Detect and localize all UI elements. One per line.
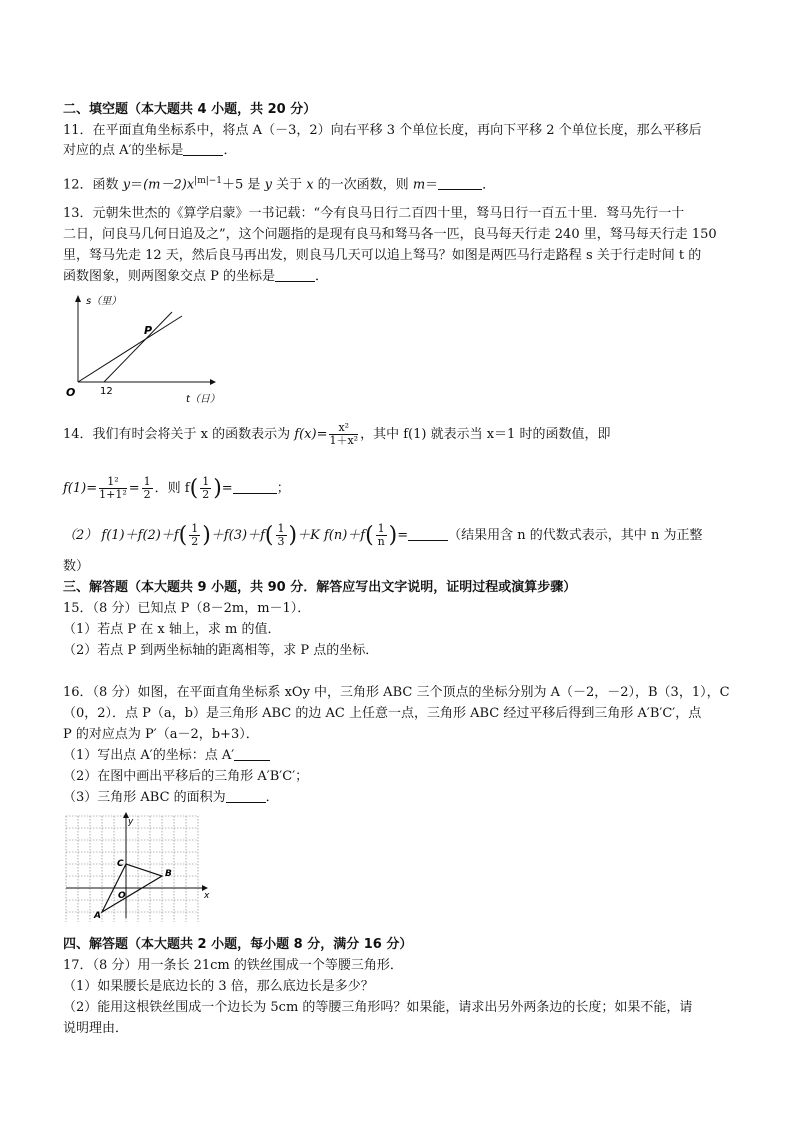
q14-frac-c-den: 2 [202,488,210,501]
q14-sum-b: ＋f(3)＋f [210,528,265,543]
q17-line2: （1）如果腰长是底边长的 3 倍，那么底边长是多少？ [63,979,374,994]
q14-frac-b [142,476,153,501]
q13-y-arrow [75,295,81,302]
q14-answer-blank-1[interactable] [233,479,277,494]
q14-frac-c [200,476,211,501]
q13-x-arrow [210,379,216,385]
q12-m: m [412,177,426,193]
q12-eq: ＝ [130,177,144,193]
section4-heading: 四、解答题（本大题共 2 小题，每小题 8 分，满分 16 分） [63,937,413,952]
q14-fraction [329,422,358,447]
q13-point: P [144,324,153,337]
q14-sum-frac-c [376,523,387,548]
q12-y: y [122,177,131,193]
q11-answer-blank[interactable] [183,141,223,156]
q12-eq2: ＝ [425,177,439,193]
q14-sum-frac-a-num: 1 [191,522,199,535]
q13-line4 [63,267,328,286]
q12-x: x [186,177,195,193]
q12-prefix: 12．函数 [63,177,123,193]
q14-frac-den: 1＋x² [329,434,359,447]
q12-answer-blank[interactable] [438,175,482,190]
section3-heading: 三、解答题（本大题共 9 小题，共 90 分．解答应写出文字说明，证明过程或演算步骤） [63,580,577,595]
q16-label-o: O [118,891,126,901]
q12-plus: ＋5 是 [222,177,265,193]
q14-sum-c: ＋K f(n)＋f [297,528,366,543]
q14-sum-frac-b-num: 1 [277,522,285,535]
q16-answer-blank-1[interactable] [234,746,270,761]
q16-line4 [63,746,270,765]
q14-sum-frac-c-num: 1 [377,522,385,535]
q14-sum-frac-a-den: 2 [191,535,199,548]
q16-q1-text: （1）写出点 A′的坐标：点 A′ [63,748,235,763]
q12-exponent: |m|−1 [194,176,223,186]
q16-grid-lines [66,816,198,922]
q14-sum-frac-a [189,523,200,548]
q14-sum-paren2-open: ( [264,523,274,548]
q14-frac-b-den: 2 [143,488,151,501]
q16-line3: P 的对应点为 P′（a－2，b+3）． [63,727,259,742]
q14-sum-paren1-open: ( [178,523,188,548]
q13-text: 函数图象，则两图象交点 P 的坐标是 [63,269,276,284]
q14-eq: = [128,481,140,496]
q13-line1: 13．元朝朱世杰的《算学启蒙》一书记载：“今有良马日行二百四十里，驽马日行一百五十里．驽马先行一十 [63,206,685,221]
q13-graph [60,290,220,405]
q14-sum-frac-b [276,523,287,548]
q14-line1 [63,422,610,447]
section2-heading: 二、填空题（本大题共 4 小题，共 20 分） [63,102,317,117]
q11-line2 [63,141,237,160]
q14-paren-close: ) [213,476,222,501]
q14-paren-open: ( [189,476,199,501]
q15-line2: （1）若点 P 在 x 轴上，求 m 的值． [63,622,281,637]
q11-line1: 11．在平面直角坐标系中，将点 A（－3，2）向右平移 3 个单位长度，再向下平移 2 个单位长度，那么平移后 [63,123,702,138]
q15-line3: （2）若点 P 到两坐标轴的距离相等，求 P 点的坐标． [63,643,379,658]
q16-q3-text: （3）三角形 ABC 的面积为 [63,790,226,805]
q14-answer-blank-2[interactable] [408,526,448,541]
q16-label-a: A [94,911,101,921]
q12-coef: (m－2) [143,177,187,193]
q14-sum-a: （2） f(1)＋f(2)＋f [63,528,179,543]
q14-sum-frac-b-den: 3 [277,535,285,548]
q13-line3: 里，驽马先走 12 天，然后良马再出发，则良马几天可以追上驽马？如图是两匹马行走路程 s 关于行走时间 t 的 [63,248,702,263]
q14-line2 [63,476,290,501]
q14-line3 [63,523,702,548]
q14-desc: ，其中 f(1) 就表示当 x＝1 时的函数值，即 [360,427,611,442]
q14-sum-paren3-close: ) [388,523,398,548]
q13-tick: 12 [100,386,113,397]
q11-end: ． [223,143,237,158]
q12-line [63,172,495,194]
q17-line1: 17．（8 分）用一条长 21cm 的铁丝围成一个等腰三角形． [63,958,403,973]
q14-fx: f(x)= [294,427,328,442]
q14-sum-eq: = [397,528,409,543]
q12-about: 关于 [271,177,307,193]
q14-frac-c-num: 1 [202,475,210,488]
q14-line2-end: ； [276,481,290,496]
q12-end: ． [482,177,496,193]
q16-q3-end: ． [265,790,279,805]
q14-f1: f(1)= [63,481,98,496]
q14-sum-frac-c-den: n [377,535,385,548]
q14-frac-a-num: 1² [99,476,127,489]
q16-x-label: x [204,891,210,901]
q14-frac-a-den: 1+1² [99,488,127,501]
q16-line6 [63,788,279,807]
q16-line1: 16．（8 分）如图，在平面直角坐标系 xOy 中，三角形 ABC 三个顶点的坐标分别为 A（－2，－2），B（3，1），C [63,685,730,700]
q14-line4: 数） [63,559,90,574]
q14-then: ．则 f [154,481,190,496]
q13-end: ． [315,269,329,284]
q12-y2: y [264,177,272,193]
q14-frac-b-num: 1 [143,475,151,488]
q13-origin: O [66,386,76,399]
q16-answer-blank-2[interactable] [226,788,266,803]
q12-x2: x [306,177,314,193]
q14-intro: 14．我们有时会将关于 x 的函数表示为 [63,427,295,442]
q14-sum-paren1-close: ) [202,523,211,548]
q13-line-slow [78,316,182,382]
q13-line2: 二日，问良马几何日追及之”，这个问题指的是现有良马和驽马各一匹，良马每天行走 240 里，驽马每天行走 150 [63,227,717,242]
q14-eq2: = [221,481,233,496]
q12-linear: 的一次函数，则 [313,177,413,193]
q14-sum-paren3-open: ( [365,523,374,548]
q13-y-label: s（里） [86,296,122,307]
q16-line2: （0，2）．点 P（a，b）是三角形 ABC 的边 AC 上任意一点，三角形 ABC 经过平移后得到三角形 A′B′C′，点 [63,706,702,721]
q17-line4: 说明理由． [63,1021,129,1036]
q13-answer-blank[interactable] [275,267,315,282]
q16-line5: （2）在图中画出平移后的三角形 A′B′C′； [63,769,309,784]
q14-sum-paren2-close: ) [288,523,298,548]
q14-note: （结果用含 n 的代数式表示，其中 n 为正整 [448,528,703,543]
q14-frac-num: x² [329,422,358,435]
q14-frac-a [99,476,127,501]
q13-line-fast [104,312,172,382]
q11-text: 对应的点 A′的坐标是 [63,143,184,158]
q16-grid-figure [64,810,214,922]
q15-line1: 15．（8 分）已知点 P（8－2m，m－1）． [63,601,311,616]
q17-line3: （2）能用这根铁丝围成一个边长为 5cm 的等腰三角形吗？如果能，请求出另外两条边的长度；如果不能，请 [63,1000,693,1015]
q16-y-label: y [128,817,134,827]
q16-label-b: B [165,869,172,879]
q16-label-c: C [117,859,124,869]
q13-x-label: t（日） [186,394,220,405]
